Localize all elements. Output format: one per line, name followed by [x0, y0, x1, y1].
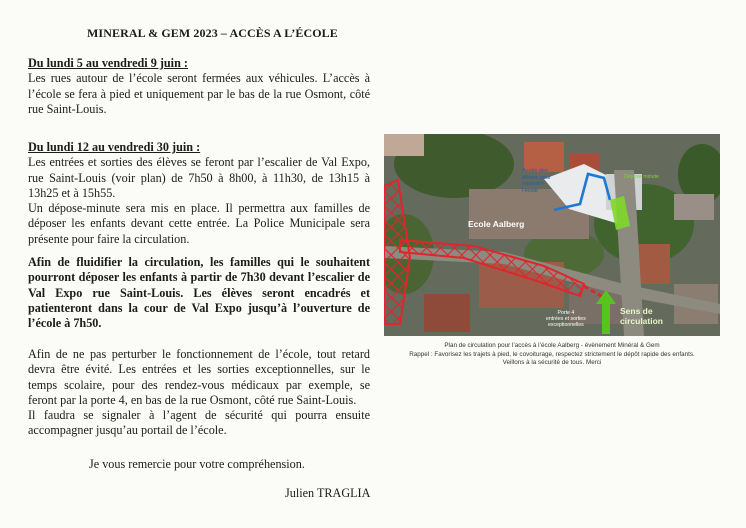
section-heading-weeks-2-4: Du lundi 12 au vendredi 30 juin : [28, 140, 201, 154]
map-caption-line: Rappel : Favorisez les trajets à pied, le covoiturage, respectez strictement le dépôt rapide des enfants. [409, 350, 695, 358]
circulation-map [384, 134, 720, 336]
section-text-fluidity: Afin de fluidifier la circulation, les familles qui le souhaitent pourront déposer les enfants à partir de 7h30 devant l’escalier de Val Expo rue Saint-Louis. Les élèves seront encadrés et patienteront dans la cour de Val Expo jusqu’à l’ouverture de l’école à 7h50. [28, 255, 370, 331]
map-caption-line: Plan de circulation pour l’accès à l’école Aalberg - évènement Minéral & Gem [444, 342, 660, 349]
map-aerial-image [384, 134, 720, 336]
map-label-dropoff: Dépose minute [624, 174, 659, 180]
section-text-week-1: Les rues autour de l’école seront fermées aux véhicules. L’accès à l’école se fera à pied et uniquement par le bas de la rue Osmont, côté rue Saint-Louis. [28, 71, 370, 116]
section-text-punctuality: Afin de ne pas perturber le fonctionnement de l’école, tout retard devra être évité. Les entrées et les sorties exceptionnelles, sur le temps scolaire, pour des rendez-vous médicaux par exemple, se feront par la porte 4, en bas de la rue Osmont, côté rue Saint-Louis. [28, 347, 370, 407]
map-caption [384, 342, 720, 368]
section-fluidity [28, 255, 370, 331]
section-text-schedule: Les entrées et sorties des élèves se feront par l’escalier de Val Expo, rue Saint-Louis (voir plan) de 7h50 à 8h00, à 11h30, de 13h15 à 13h25 et à 15h55. [28, 155, 370, 200]
section-heading-week-1: Du lundi 5 au vendredi 9 juin : [28, 56, 188, 70]
map-caption-line: Veillons à la sécurité de tous. Merci [502, 359, 602, 367]
map-label-school: Ecole Aalberg [468, 219, 525, 229]
page-title: MINERAL & GEM 2023 – ACCÈS A L’ÉCOLE [87, 26, 338, 40]
section-week-1 [28, 56, 370, 117]
section-text-dropoff: Un dépose-minute sera mis en place. Il permettra aux familles de déposer les enfants devant cette entrée. La Police Municipale sera présente pour faire la circulation. [28, 201, 370, 246]
map-label-student-access: Accès des élèves pour rejoindre l’école [522, 168, 551, 194]
map-label-door-4: Porte 4 entrées et sorties exceptionnelles [546, 310, 586, 328]
section-weeks-2-4 [28, 140, 370, 247]
section-punctuality [28, 347, 370, 439]
signature: Julien TRAGLIA [285, 486, 371, 500]
map-label-direction: Sens de circulation [620, 306, 663, 326]
closing-line: Je vous remercie pour votre compréhension. [89, 457, 305, 471]
section-text-security-agent: Il faudra se signaler à l’agent de sécurité qui pourra ensuite accompagner jusqu’au portail de l’école. [28, 408, 370, 438]
